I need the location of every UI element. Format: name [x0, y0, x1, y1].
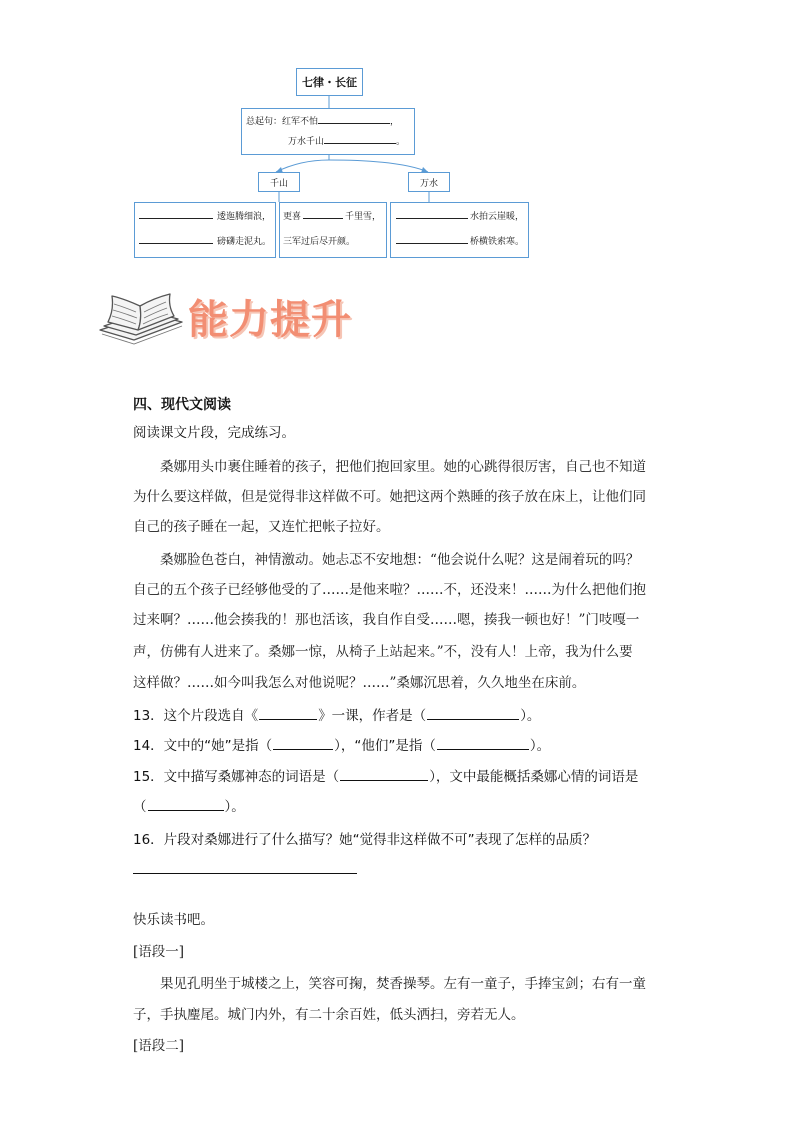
q14-text-c: ）。: [529, 738, 551, 754]
q13-blank-author[interactable]: [427, 706, 519, 720]
para1-line: 果见孔明坐于城楼之上，笑容可掬，焚香操琴。左有一童子，手捧宝剑；右有一童: [160, 976, 646, 992]
para1-line: 子，手执麈尾。城门内外，有二十余百姓，低头洒扫，旁若无人。: [133, 1007, 525, 1023]
mid-blank-1[interactable]: [303, 210, 343, 219]
mindmap-right-box: [390, 202, 529, 258]
mindmap-mid-box: [279, 202, 387, 258]
passage-line: 桑娜用头巾裹住睡着的孩子，把他们抱回家里。她的心跳得很厉害，自己也不知道: [160, 459, 646, 475]
section4-heading: 四、现代文阅读: [133, 397, 231, 413]
section4-instruction: 阅读课文片段，完成练习。: [133, 425, 295, 441]
summary-line1-prefix: 总起句：红军不怕: [246, 117, 319, 127]
left-row1: 逶迤腾细浪，: [217, 212, 272, 222]
passage-line: 为什么要这样做，但是觉得非这样做不可。她把这两个熟睡的孩子放在床上，让他们同: [133, 489, 646, 505]
left-blank-1[interactable]: [139, 210, 213, 219]
q14-text-b: ），“他们”是指（: [334, 738, 436, 754]
passage-line: 自己的五个孩子已经够他受的了……是他来啦？……不，还没来！……为什么把他们抱: [133, 582, 646, 598]
question-14: [133, 734, 550, 754]
passage-line: 自己的孩子睡在一起，又连忙把帐子拉好。: [133, 519, 390, 535]
right-blank-2[interactable]: [396, 235, 468, 244]
q14-blank-they[interactable]: [437, 736, 529, 750]
passage-line: 过来啊？……他会揍我的！那也活该，我自作自受……嗯，揍我一顿也好！”门吱嘎一: [133, 612, 640, 628]
summary-line2-prefix: 万水千山: [288, 137, 325, 147]
open-book-icon: [96, 292, 186, 350]
reading-title: 快乐读书吧。: [133, 912, 214, 928]
q13-text-c: ）。: [520, 708, 541, 724]
q15-text-d: ）。: [224, 799, 245, 815]
right-row2: 桥横铁索寒。: [470, 237, 525, 247]
question-15-cont: [133, 795, 245, 815]
q14-text-a: 14．文中的“她”是指（: [133, 738, 273, 754]
q14-blank-she[interactable]: [273, 736, 333, 750]
q15-blank-mood[interactable]: [148, 797, 224, 811]
summary-blank-1[interactable]: [318, 113, 390, 124]
summary-line2-suffix: 。: [396, 137, 406, 147]
q13-blank-lesson[interactable]: [259, 706, 317, 720]
mindmap-title: 七律・长征: [296, 68, 363, 96]
mindmap-left-box: [134, 202, 276, 258]
summary-blank-2[interactable]: [324, 133, 396, 144]
para1-label: [语段一]: [133, 944, 185, 960]
q15-blank-expression[interactable]: [340, 767, 428, 781]
mid-row2: 三军过后尽开颜。: [283, 237, 356, 247]
mid-row1-prefix: 更喜: [283, 212, 302, 222]
q13-text-a: 13．这个片段选自《: [133, 708, 259, 724]
para2-label: [语段二]: [133, 1038, 185, 1054]
question-13: [133, 704, 540, 724]
passage-line: 桑娜脸色苍白，神情激动。她忐忑不安地想：“他会说什么呢？这是闹着玩的吗？: [160, 552, 640, 568]
passage-line: 这样做？……如今叫我怎么对他说呢？……”桑娜沉思着，久久地坐在床前。: [133, 675, 586, 691]
q13-text-b: 》一课，作者是（: [318, 708, 427, 724]
q16-answer-line[interactable]: [133, 873, 357, 874]
summary-line1-suffix: ，: [390, 117, 400, 127]
q15-text-a: 15．文中描写桑娜神态的词语是（: [133, 769, 340, 785]
node-qianshan: 千山: [258, 172, 300, 192]
question-16: 16．片段对桑娜进行了什么描写？她“觉得非这样做不可”表现了怎样的品质？: [133, 832, 597, 848]
node-wanshui: 万水: [408, 172, 450, 192]
passage-line: 声，仿佛有人进来了。桑娜一惊，从椅子上站起来。”不，没有人！上帝，我为什么要: [133, 644, 633, 660]
right-row1: 水拍云崖暖，: [470, 212, 525, 222]
mindmap-summary: [241, 108, 415, 155]
q15-text-b: ），文中最能概括桑娜心情的词语是: [429, 769, 639, 785]
left-row2: 磅礴走泥丸。: [217, 237, 272, 247]
q15-text-c: （: [133, 799, 147, 815]
left-blank-2[interactable]: [139, 235, 213, 244]
right-blank-1[interactable]: [396, 210, 468, 219]
question-15: [133, 765, 638, 785]
banner-title: 能力提升: [188, 297, 352, 343]
mid-row1-suffix: 千里雪，: [345, 212, 382, 222]
